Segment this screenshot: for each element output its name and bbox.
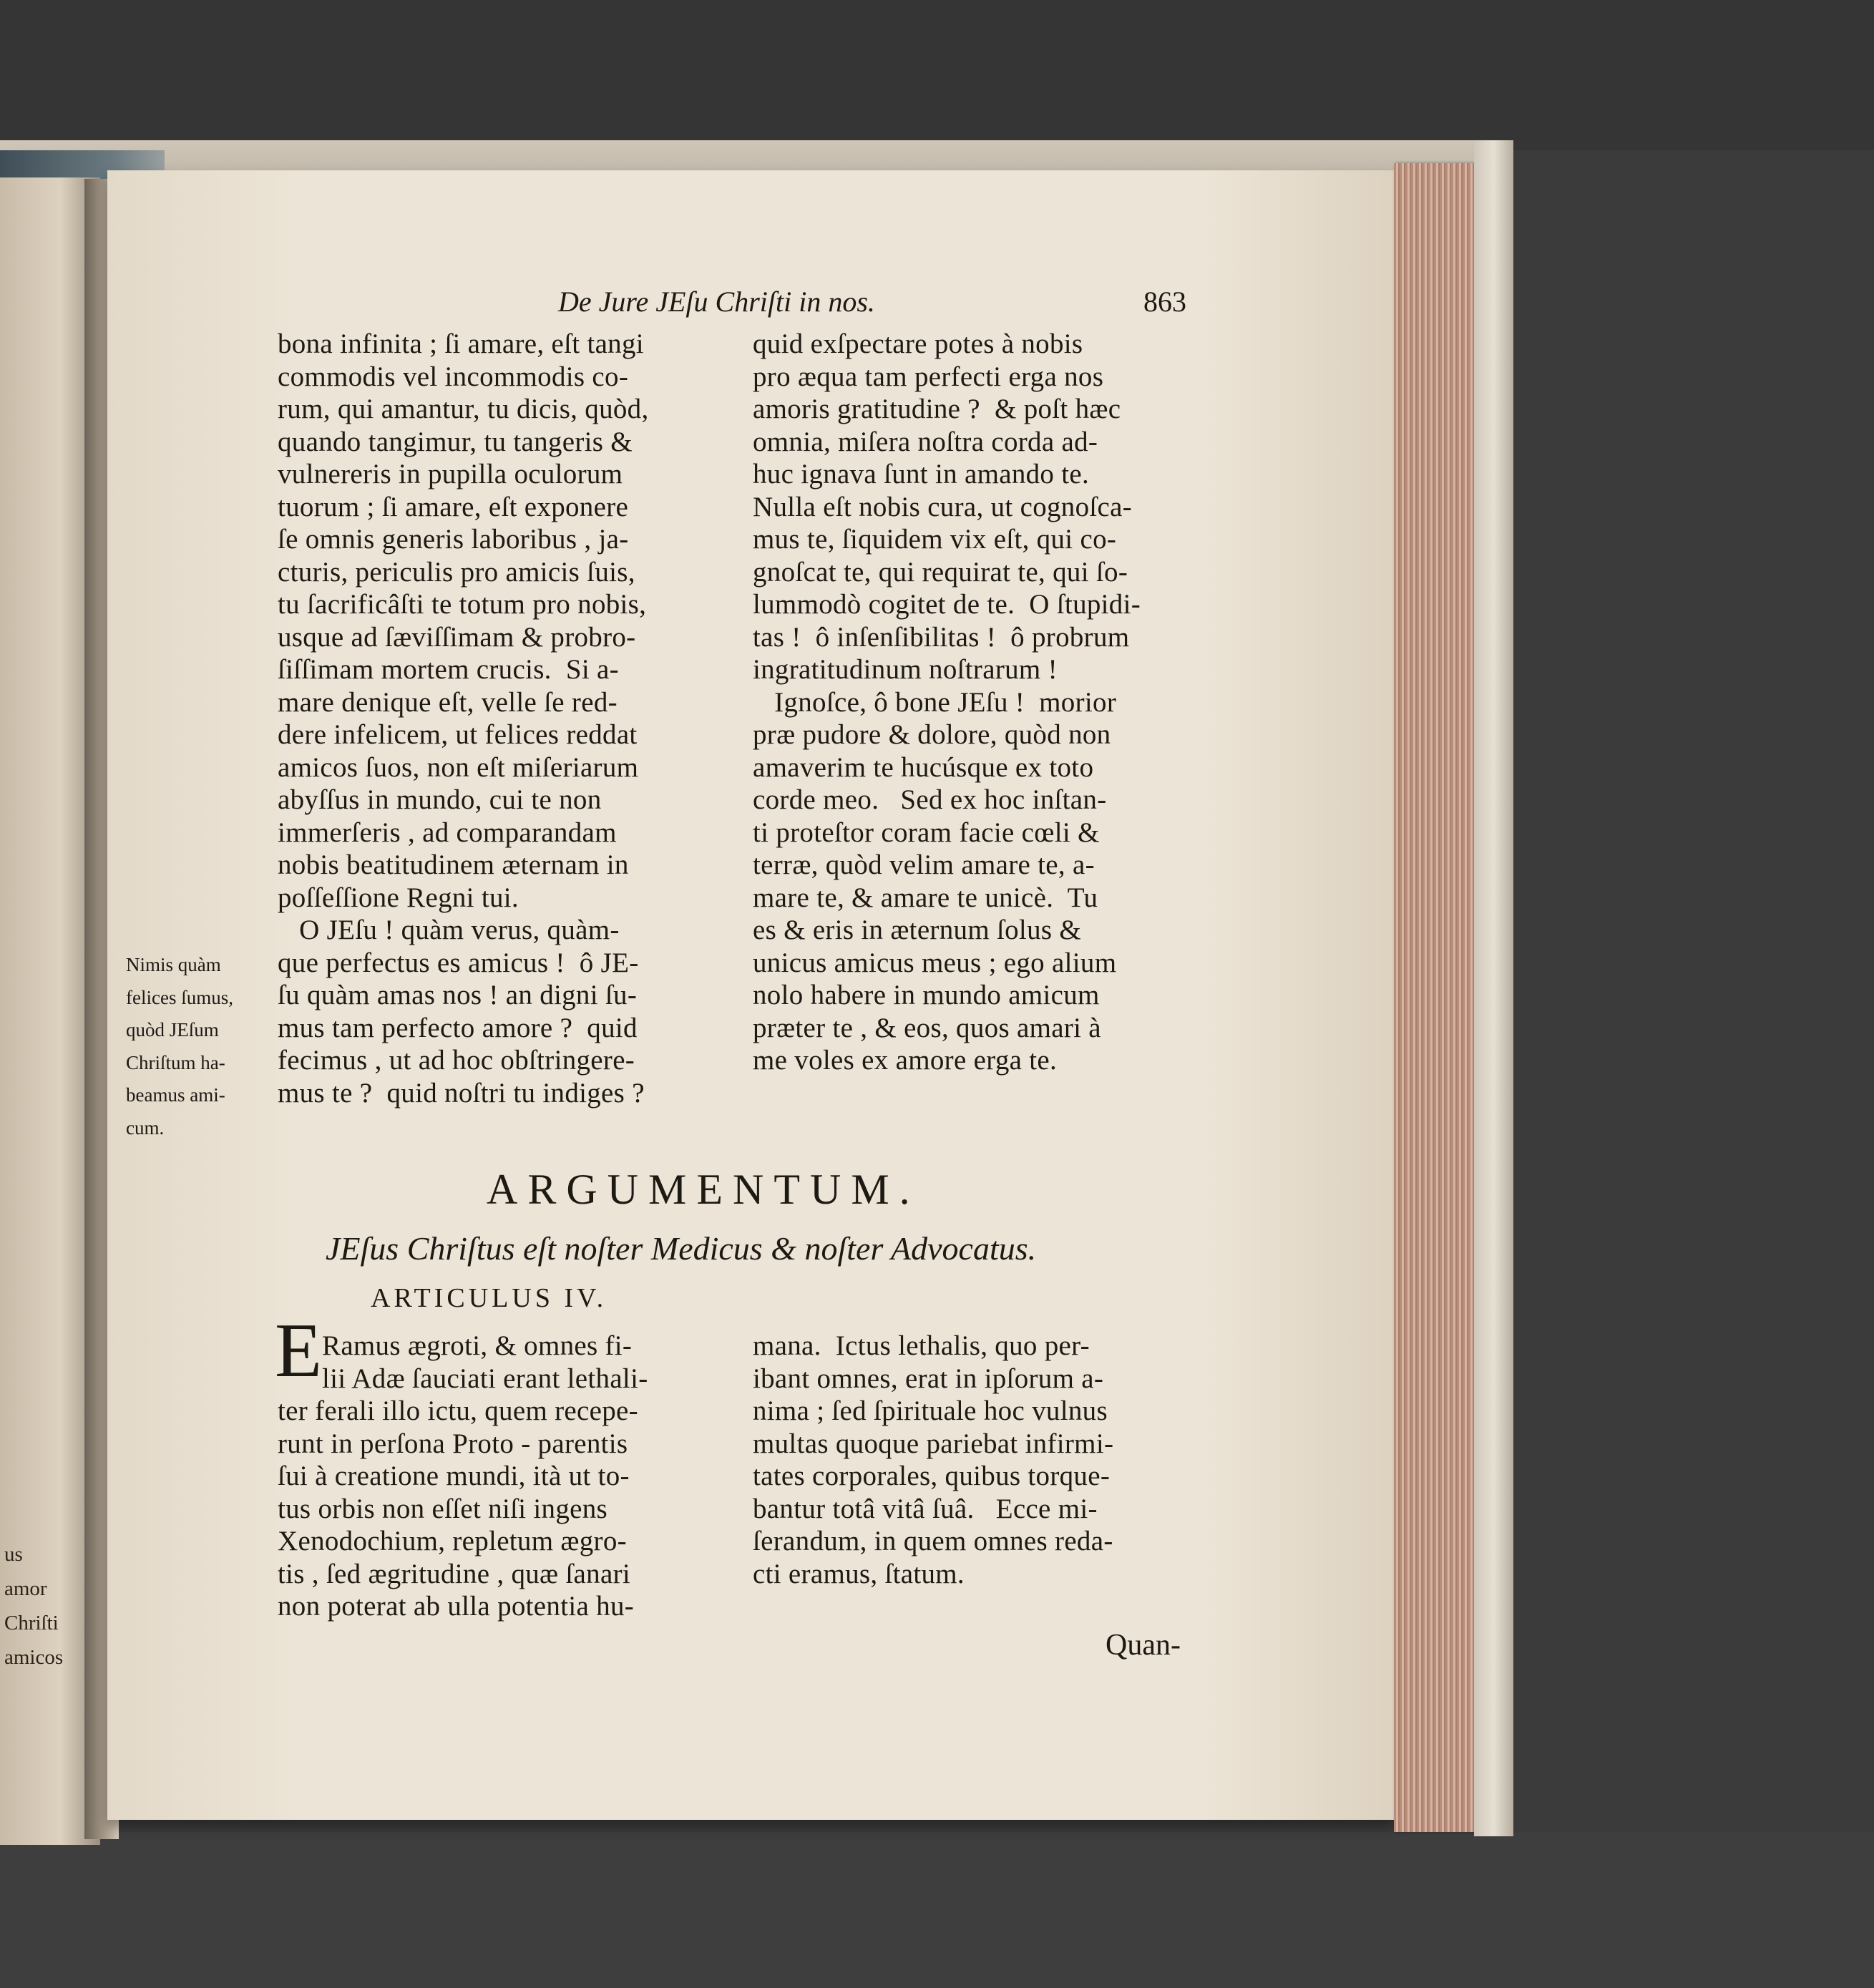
text-line: mus tam perfecto amore ? quid bbox=[278, 1012, 638, 1043]
body-left-first-lines bbox=[322, 1330, 648, 1395]
text-line: pro æqua tam perfecti erga nos bbox=[753, 361, 1104, 392]
text-line: amoris gratitudine ? & poſt hæc bbox=[753, 394, 1121, 424]
text-line: vulnereris in pupilla oculorum bbox=[278, 459, 623, 489]
text-line: quid exſpectare potes à nobis bbox=[753, 328, 1083, 359]
text-line: bona infinita ; ſi amare, eſt tangi bbox=[278, 328, 644, 359]
text-line: ſerandum, in quem omnes reda- bbox=[753, 1526, 1113, 1556]
text-line: Ignoſce, ô bone JEſu ! morior bbox=[753, 686, 1117, 718]
text-line: tus orbis non eſſet niſi ingens bbox=[278, 1493, 608, 1524]
text-line: abyſſus in mundo, cui te non bbox=[278, 784, 602, 815]
text-line: Ramus ægroti, & omnes fi- bbox=[322, 1330, 633, 1361]
text-line: bantur totâ vitâ ſuâ. Ecce mi- bbox=[753, 1493, 1098, 1524]
text-line: huc ignava ſunt in amando te. bbox=[753, 459, 1090, 489]
text-line: ſu quàm amas nos ! an digni ſu- bbox=[278, 980, 638, 1010]
section-heading: ARGUMENTUM. bbox=[487, 1166, 920, 1213]
catchword: Quan- bbox=[1106, 1629, 1181, 1662]
text-line: cturis, periculis pro amicis ſuis, bbox=[278, 556, 635, 588]
text-line: felices ſumus, bbox=[126, 986, 233, 1008]
text-line: amicos ſuos, non eſt miſeriarum bbox=[278, 751, 639, 783]
text-line: tas ! ô inſenſibilitas ! ô probrum bbox=[753, 621, 1130, 653]
text-line: fecimus , ut ad hoc obſtringere- bbox=[278, 1045, 635, 1076]
text-line: præter te , & eos, quos amari à bbox=[753, 1012, 1101, 1043]
text-line: tuorum ; ſi amare, eſt exponere bbox=[278, 491, 629, 522]
text-line: gnoſcat te, qui requirat te, qui ſo- bbox=[753, 556, 1128, 588]
text-line: mus te ? quid noſtri tu indiges ? bbox=[278, 1077, 645, 1108]
text-line: nobis beatitudinem æternam in bbox=[278, 849, 629, 880]
page-edges bbox=[1394, 163, 1474, 1832]
text-line: ibant omnes, erat in ipſorum a- bbox=[753, 1363, 1104, 1394]
text-line: O JEſu ! quàm verus, quàm- bbox=[278, 915, 620, 945]
left-column bbox=[278, 328, 649, 1109]
text-line: mare denique eſt, velle ſe red- bbox=[278, 686, 618, 718]
left-page-fragment: us amor Chriſti amicos bbox=[4, 1543, 64, 1669]
text-line: ſui à creatione mundi, ità ut to- bbox=[278, 1461, 630, 1491]
section-subheading: JEſus Chriſtus eſt noſter Medicus & noſter Advocatus. bbox=[326, 1230, 1037, 1267]
text-line: es & eris in æternum ſolus & bbox=[753, 915, 1082, 945]
text-line: beamus ami- bbox=[126, 1084, 225, 1106]
running-head: De Jure JEſu Chriſti in nos. bbox=[558, 286, 875, 318]
text-line: Nimis quàm bbox=[126, 954, 221, 975]
text-line: ti proteſtor coram facie cœli & bbox=[753, 817, 1100, 848]
background-top bbox=[0, 0, 1874, 150]
text-line: cti eramus, ſtatum. bbox=[753, 1558, 965, 1589]
text-line: ſe omnis generis laboribus , ja- bbox=[278, 524, 629, 555]
text-line: lummodò cogitet de te. O ſtupidi- bbox=[753, 589, 1141, 620]
text-line: nima ; ſed ſpirituale hoc vulnus bbox=[753, 1395, 1108, 1426]
text-line: omnia, miſera noſtra corda ad- bbox=[753, 426, 1098, 457]
text-line: que perfectus es amicus ! ô JE- bbox=[278, 947, 639, 978]
text-line: amaverim te hucúsque ex toto bbox=[753, 751, 1094, 783]
text-line: tates corporales, quibus torque- bbox=[753, 1461, 1111, 1491]
background-bottom bbox=[0, 1832, 1874, 1988]
text-line: rum, qui amantur, tu dicis, quòd, bbox=[278, 394, 649, 424]
text-line: ter ferali illo ictu, quem recepe- bbox=[278, 1395, 638, 1426]
text-line: ſiſſimam mortem crucis. Si a- bbox=[278, 654, 619, 685]
text-line: multas quoque pariebat infirmi- bbox=[753, 1428, 1114, 1459]
body-left-column bbox=[278, 1395, 638, 1623]
text-line: ingratitudinum noſtrarum ! bbox=[753, 654, 1058, 685]
drop-cap: E bbox=[275, 1308, 322, 1393]
text-line: poſſeſſione Regni tui. bbox=[278, 882, 519, 913]
article-label: ARTICULUS IV. bbox=[371, 1283, 607, 1313]
text-line: terræ, quòd velim amare te, a- bbox=[753, 849, 1095, 880]
text-line: tu ſacrificâſti te totum pro nobis, bbox=[278, 589, 647, 620]
body-right-column bbox=[753, 1330, 1113, 1590]
text-line: Nulla eſt nobis cura, ut cognoſca- bbox=[753, 491, 1133, 522]
text-line: præ pudore & dolore, quòd non bbox=[753, 719, 1111, 750]
text-line: runt in perſona Proto - parentis bbox=[278, 1428, 628, 1459]
text-line: nolo habere in mundo amicum bbox=[753, 980, 1100, 1010]
page-number: 863 bbox=[1143, 286, 1186, 318]
text-line: unicus amicus meus ; ego alium bbox=[753, 947, 1117, 978]
text-line: me voles ex amore erga te. bbox=[753, 1045, 1058, 1076]
text-line: mana. Ictus lethalis, quo per- bbox=[753, 1330, 1090, 1361]
text-line: mus te, ſiquidem vix eſt, qui co- bbox=[753, 524, 1117, 555]
text-line: quando tangimur, tu tangeris & bbox=[278, 426, 633, 457]
text-line: commodis vel incommodis co- bbox=[278, 361, 629, 392]
text-line: usque ad ſæviſſimam & probro- bbox=[278, 621, 636, 653]
text-line: tis , ſed ægritudine , quæ ſanari bbox=[278, 1558, 631, 1589]
text-line: corde meo. Sed ex hoc inſtan- bbox=[753, 784, 1107, 815]
text-line: Chriſtum ha- bbox=[126, 1051, 225, 1073]
margin-note bbox=[126, 949, 233, 1144]
text-line: mare te, & amare te unicè. Tu bbox=[753, 882, 1098, 913]
text-line: non poterat ab ulla potentia hu- bbox=[278, 1591, 635, 1622]
text-line: lii Adæ ſauciati erant lethali- bbox=[322, 1363, 648, 1394]
text-line: cum. bbox=[126, 1116, 165, 1139]
text-line: dere infelicem, ut felices reddat bbox=[278, 719, 638, 750]
text-line: immerſeris , ad comparandam bbox=[278, 817, 617, 848]
text-line: Xenodochium, repletum ægro- bbox=[278, 1526, 627, 1556]
text-line: quòd JEſum bbox=[126, 1019, 219, 1041]
book-cover-right bbox=[1474, 140, 1513, 1836]
right-column bbox=[753, 328, 1141, 1077]
